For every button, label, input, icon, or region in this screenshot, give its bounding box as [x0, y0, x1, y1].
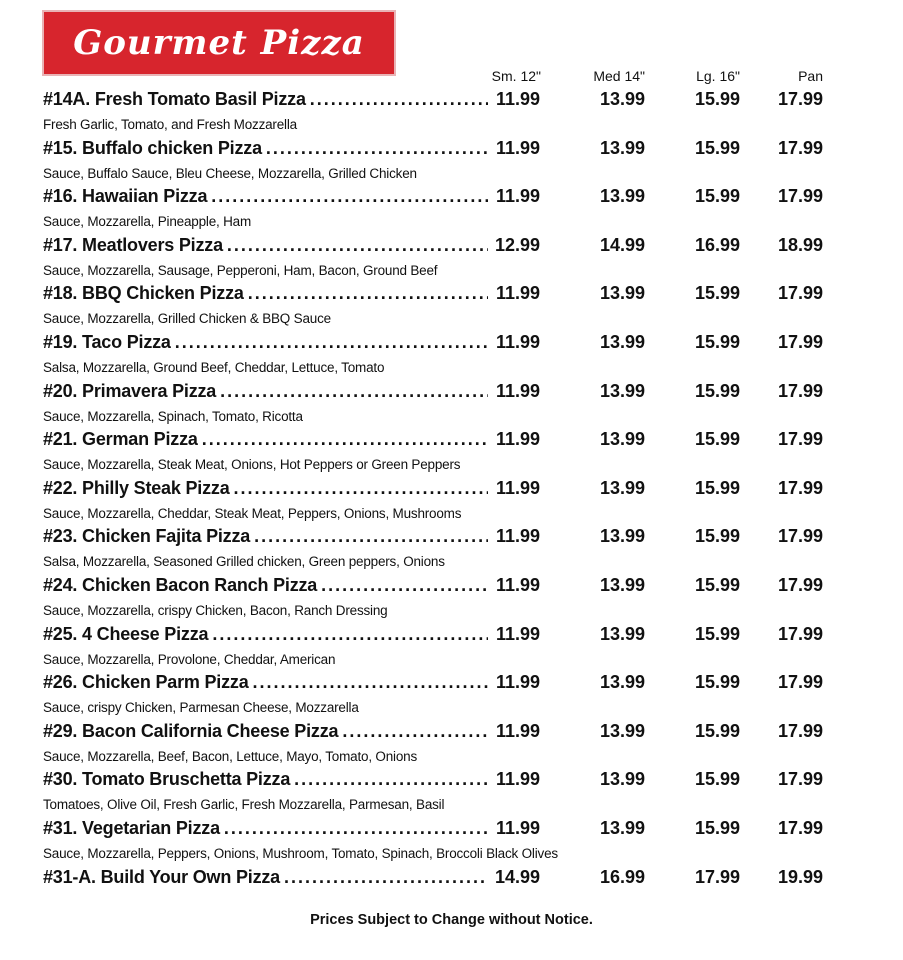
menu-item — [43, 867, 833, 916]
menu-item — [43, 526, 833, 575]
menu-item — [43, 624, 833, 673]
price-small: 11.99 — [495, 623, 540, 644]
menu-item-description: Sauce, Mozzarella, Peppers, Onions, Mushroom, Tomato, Spinach, Broccoli Black Olives — [43, 845, 558, 861]
column-header-medium: Med 14" — [593, 68, 645, 84]
price-pan: 19.99 — [777, 866, 823, 887]
dot-leader — [202, 429, 488, 450]
price-medium: 14.99 — [599, 234, 645, 255]
dot-leader — [212, 624, 488, 645]
price-large: 15.99 — [694, 526, 740, 547]
menu-item — [43, 381, 833, 430]
menu-item-description: Salsa, Mozzarella, Seasoned Grilled chicken, Green peppers, Onions — [43, 554, 445, 570]
price-medium: 13.99 — [599, 574, 645, 595]
dot-leader — [175, 332, 488, 353]
menu-item-name: #20. Primavera Pizza — [43, 380, 217, 401]
menu-item — [43, 429, 833, 478]
menu-item-name: #16. Hawaiian Pizza — [43, 186, 208, 207]
menu-item-description: Sauce, Mozzarella, Provolone, Cheddar, American — [43, 651, 336, 667]
price-large: 15.99 — [694, 380, 740, 401]
menu-item-name-line — [43, 769, 488, 793]
dot-leader — [342, 721, 488, 742]
section-banner — [42, 10, 396, 76]
menu-item-description: Sauce, Mozzarella, Pineapple, Ham — [43, 214, 252, 230]
price-pan: 17.99 — [777, 331, 823, 352]
price-medium: 13.99 — [599, 89, 645, 109]
menu-item-name-line — [43, 89, 488, 113]
dot-leader — [253, 672, 488, 693]
price-pan: 17.99 — [777, 89, 823, 109]
dot-leader — [321, 575, 488, 596]
menu-item-name: #15. Buffalo chicken Pizza — [43, 137, 262, 158]
menu-item-name: #25. 4 Cheese Pizza — [43, 623, 209, 644]
menu-item-name-line — [43, 672, 488, 696]
price-small: 11.99 — [495, 769, 540, 790]
price-medium: 13.99 — [599, 186, 645, 207]
dot-leader — [294, 769, 488, 790]
price-large: 15.99 — [694, 331, 740, 352]
menu-item-name: #21. German Pizza — [43, 429, 198, 450]
menu-item-name-line — [43, 478, 488, 502]
price-pan: 17.99 — [777, 623, 823, 644]
menu-item-name-line — [43, 818, 488, 842]
column-header-pan: Pan — [798, 68, 823, 84]
price-pan: 17.99 — [777, 574, 823, 595]
dot-leader — [220, 381, 488, 402]
price-pan: 17.99 — [777, 672, 823, 693]
price-medium: 13.99 — [599, 526, 645, 547]
menu-item-name: #19. Taco Pizza — [43, 331, 171, 352]
price-medium: 13.99 — [599, 720, 645, 741]
price-small: 11.99 — [495, 817, 540, 838]
price-small: 11.99 — [495, 89, 540, 109]
price-small: 11.99 — [495, 429, 540, 450]
price-large: 15.99 — [694, 817, 740, 838]
price-small: 11.99 — [495, 574, 540, 595]
price-medium: 13.99 — [599, 672, 645, 693]
price-medium: 13.99 — [599, 817, 645, 838]
menu-item — [43, 138, 833, 187]
price-small: 12.99 — [494, 234, 540, 255]
menu-item-name: #24. Chicken Bacon Ranch Pizza — [43, 574, 318, 595]
price-large: 16.99 — [694, 234, 740, 255]
price-large: 15.99 — [694, 720, 740, 741]
menu-item — [43, 769, 833, 818]
menu-item-name-line — [43, 575, 488, 599]
price-medium: 13.99 — [599, 380, 645, 401]
menu-item-name: #31-A. Build Your Own Pizza — [43, 866, 280, 887]
menu-item-description: Tomatoes, Olive Oil, Fresh Garlic, Fresh Mozzarella, Parmesan, Basil — [43, 797, 445, 813]
column-header-large: Lg. 16" — [696, 68, 740, 84]
dot-leader — [234, 478, 488, 499]
price-pan: 18.99 — [777, 234, 823, 255]
price-large: 15.99 — [694, 769, 740, 790]
price-notice: Prices Subject to Change without Notice. — [310, 912, 593, 928]
menu-item — [43, 283, 833, 332]
menu-item-name: #30. Tomato Bruschetta Pizza — [43, 769, 291, 790]
price-medium: 13.99 — [599, 623, 645, 644]
price-large: 15.99 — [694, 477, 740, 498]
menu-item-name: #18. BBQ Chicken Pizza — [43, 283, 244, 304]
menu-item-description: Sauce, Mozzarella, crispy Chicken, Bacon, Ranch Dressing — [43, 602, 388, 618]
price-small: 11.99 — [495, 720, 540, 741]
menu-item-name: #14A. Fresh Tomato Basil Pizza — [43, 89, 306, 109]
menu-item-description: Salsa, Mozzarella, Ground Beef, Cheddar, Lettuce, Tomato — [43, 359, 385, 375]
price-pan: 17.99 — [777, 526, 823, 547]
price-pan: 17.99 — [777, 186, 823, 207]
menu-item-description: Sauce, crispy Chicken, Parmesan Cheese, Mozzarella — [43, 700, 359, 716]
price-large: 15.99 — [694, 574, 740, 595]
menu-item-name-line — [43, 186, 488, 210]
menu-item — [43, 818, 833, 867]
menu-item-name-line — [43, 624, 488, 648]
price-medium: 13.99 — [599, 769, 645, 790]
dot-leader — [248, 283, 488, 304]
menu-item-description: Sauce, Mozzarella, Steak Meat, Onions, Hot Peppers or Green Peppers — [43, 457, 461, 473]
dot-leader — [224, 818, 488, 839]
column-header-small: Sm. 12" — [491, 68, 541, 84]
price-pan: 17.99 — [777, 283, 823, 304]
price-small: 11.99 — [495, 526, 540, 547]
price-large: 15.99 — [694, 672, 740, 693]
price-pan: 17.99 — [777, 817, 823, 838]
menu-item-description: Sauce, Mozzarella, Spinach, Tomato, Ricotta — [43, 408, 303, 424]
price-medium: 13.99 — [599, 283, 645, 304]
menu-item-name-line — [43, 429, 488, 453]
menu-item-name-line — [43, 867, 488, 891]
price-large: 15.99 — [694, 89, 740, 109]
price-small: 11.99 — [495, 477, 540, 498]
price-large: 15.99 — [694, 186, 740, 207]
dot-leader — [211, 186, 488, 207]
menu-item — [43, 89, 833, 138]
menu-item-name: #23. Chicken Fajita Pizza — [43, 526, 251, 547]
price-small: 11.99 — [495, 283, 540, 304]
price-pan: 17.99 — [777, 720, 823, 741]
menu-item-name-line — [43, 381, 488, 405]
menu-item-description: Sauce, Mozzarella, Sausage, Pepperoni, Ham, Bacon, Ground Beef — [43, 262, 438, 278]
price-pan: 17.99 — [777, 769, 823, 790]
price-small: 14.99 — [494, 866, 540, 887]
menu-item-name-line — [43, 283, 488, 307]
section-title: Gourmet Pizza — [73, 23, 365, 63]
dot-leader — [254, 526, 488, 547]
price-small: 11.99 — [495, 137, 540, 158]
dot-leader — [310, 89, 488, 110]
price-medium: 13.99 — [599, 477, 645, 498]
menu-item-name-line — [43, 138, 488, 162]
menu-item-name-line — [43, 721, 488, 745]
menu-item-name-line — [43, 332, 488, 356]
price-medium: 16.99 — [599, 866, 645, 887]
menu-item-description: Fresh Garlic, Tomato, and Fresh Mozzarella — [43, 117, 297, 132]
menu-item — [43, 575, 833, 624]
menu-item-name: #22. Philly Steak Pizza — [43, 477, 230, 498]
price-large: 15.99 — [694, 137, 740, 158]
price-small: 11.99 — [495, 331, 540, 352]
menu-item-name-line — [43, 235, 488, 259]
price-pan: 17.99 — [777, 429, 823, 450]
price-large: 15.99 — [694, 429, 740, 450]
menu-item — [43, 478, 833, 527]
price-large: 17.99 — [694, 866, 740, 887]
price-small: 11.99 — [495, 186, 540, 207]
menu-item — [43, 672, 833, 721]
price-pan: 17.99 — [777, 137, 823, 158]
price-medium: 13.99 — [599, 137, 645, 158]
menu-item-name: #29. Bacon California Cheese Pizza — [43, 720, 339, 741]
price-medium: 13.99 — [599, 429, 645, 450]
pizza-menu-list — [43, 89, 833, 915]
menu-item-description: Sauce, Mozzarella, Grilled Chicken & BBQ Sauce — [43, 311, 331, 327]
menu-item-name: #31. Vegetarian Pizza — [43, 817, 220, 838]
menu-item-description: Sauce, Mozzarella, Beef, Bacon, Lettuce, Mayo, Tomato, Onions — [43, 748, 418, 764]
dot-leader — [284, 867, 488, 888]
price-pan: 17.99 — [777, 380, 823, 401]
menu-item — [43, 235, 833, 284]
price-medium: 13.99 — [599, 331, 645, 352]
menu-item-name: #17. Meatlovers Pizza — [43, 234, 223, 255]
menu-item — [43, 721, 833, 770]
menu-item-name-line — [43, 526, 488, 550]
price-large: 15.99 — [694, 283, 740, 304]
menu-item-description: Sauce, Buffalo Sauce, Bleu Cheese, Mozzarella, Grilled Chicken — [43, 165, 417, 181]
menu-item — [43, 332, 833, 381]
menu-item-name: #26. Chicken Parm Pizza — [43, 672, 249, 693]
price-small: 11.99 — [495, 672, 540, 693]
price-large: 15.99 — [694, 623, 740, 644]
price-pan: 17.99 — [777, 477, 823, 498]
dot-leader — [266, 138, 488, 159]
dot-leader — [227, 235, 488, 256]
menu-item-description: Sauce, Mozzarella, Cheddar, Steak Meat, Peppers, Onions, Mushrooms — [43, 505, 462, 521]
price-small: 11.99 — [495, 380, 540, 401]
menu-item — [43, 186, 833, 235]
